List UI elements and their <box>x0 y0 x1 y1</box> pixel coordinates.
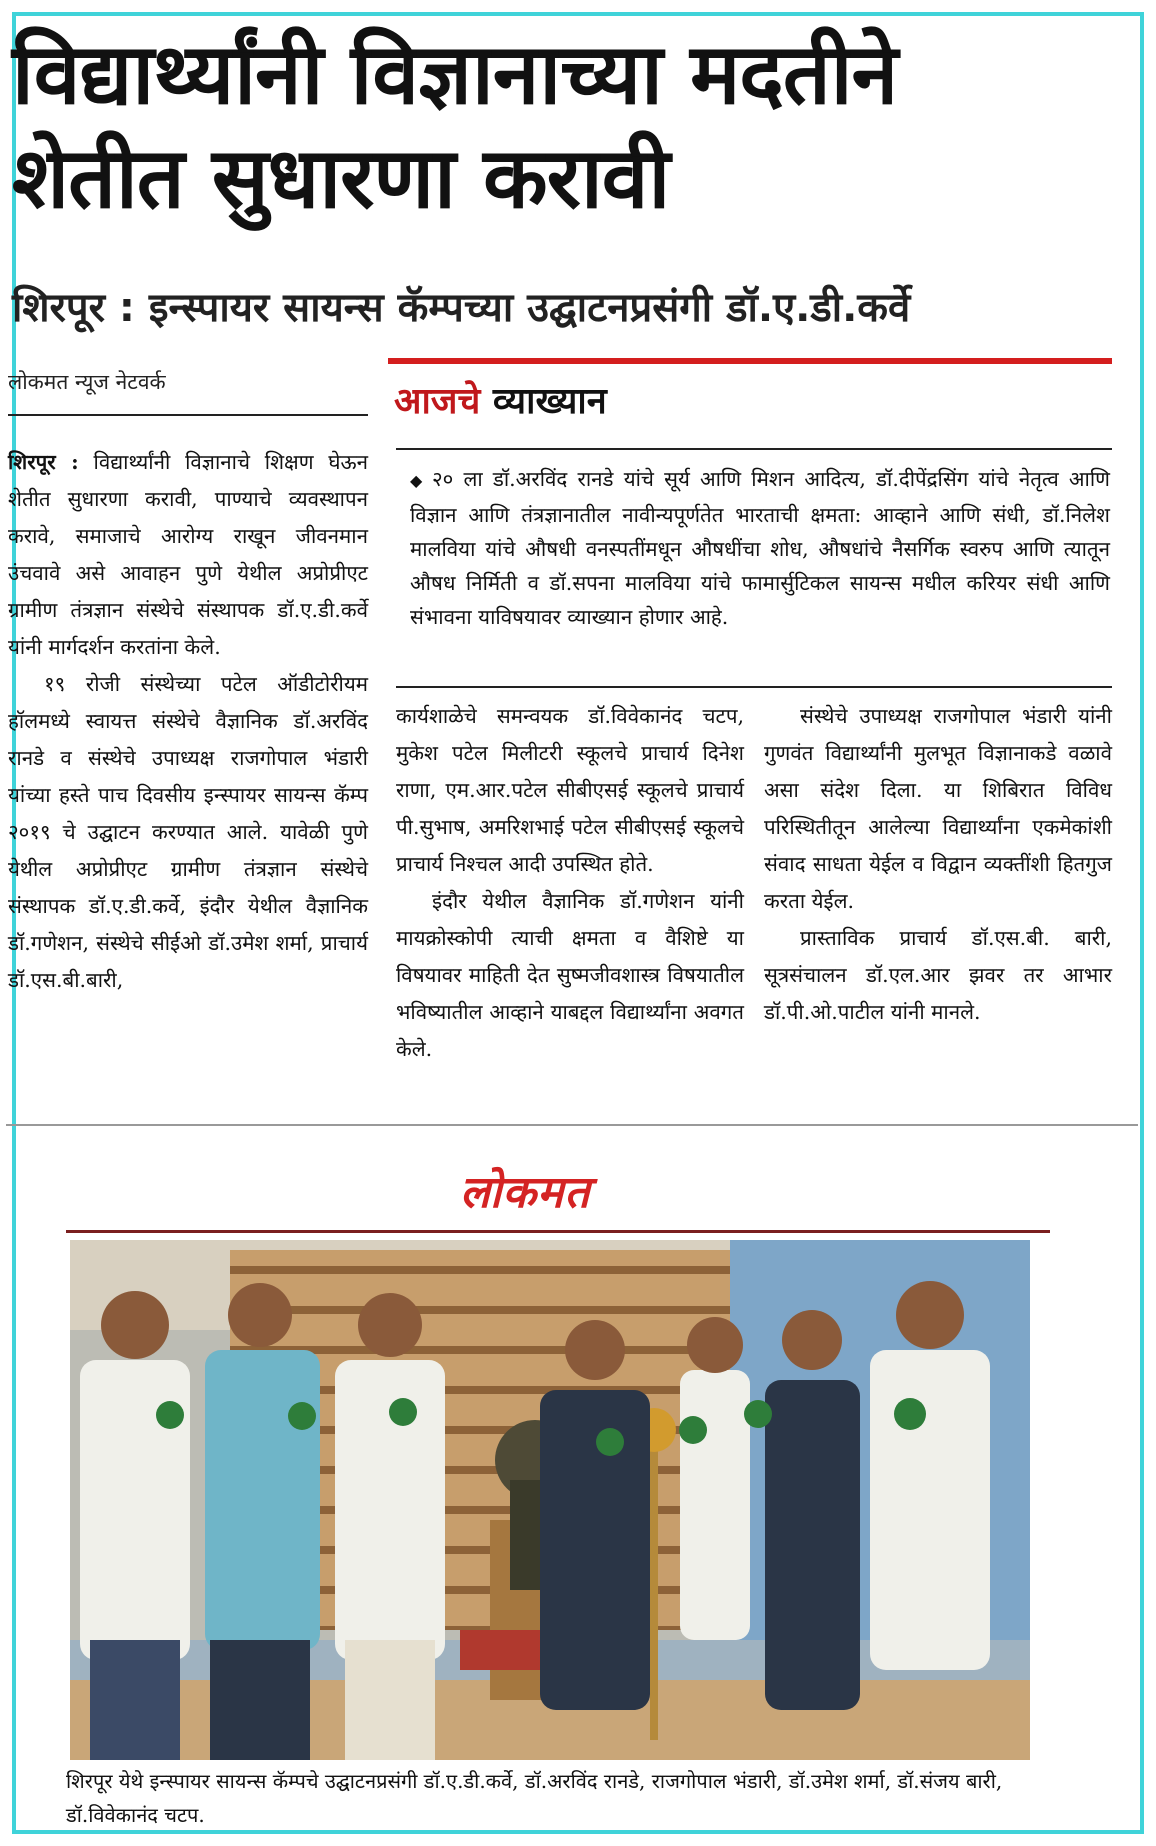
event-photo-illustration <box>70 1240 1030 1760</box>
column-1-paragraph-2: १९ रोजी संस्थेच्या पटेल ऑडीटोरीयम हॉलमध्ये स्वायत्त संस्थेचे वैज्ञानिक डॉ.अरविंद रानडे व संस्थेचे उपाध्यक्ष राजगोपाल भंडारी यांच्या हस्ते पाच दिवसीय इन्स्पायर सायन्स कॅम्प २०१९ चे उद्घाटन करण्यात आले. यावेळी पुणे येथील अप्रोप्रीएट ग्रामीण तंत्रज्ञान संस्थेचे संस्थापक डॉ.ए.डी.कर्वे, इंदौर येथील वैज्ञानिक डॉ.गणेशन, संस्थेचे सीईओ डॉ.उमेश शर्मा, प्राचार्य डॉ.एस.बी.बारी, <box>8 672 368 992</box>
sidebox-red-rule <box>388 358 1112 364</box>
sidebox-top-rule <box>396 448 1112 450</box>
sidebox-bottom-rule <box>396 686 1112 688</box>
sidebox-title-black: व्याख्यान <box>492 381 607 422</box>
column-3-paragraph-1: संस्थेचे उपाध्यक्ष राजगोपाल भंडारी यांनी गुणवंत विद्यार्थ्यांनी मुलभूत विज्ञानाकडे वळावे असा संदेश दिला. या शिबिरात विविध परिस्थितीतून आलेल्या विद्यार्थ्यांना एकमेकांशी संवाद साधता येईल व विद्वान व्यक्तींशी हितगुज करता येईल. <box>764 704 1112 913</box>
byline-rule <box>8 414 368 416</box>
article-column-2 <box>396 698 744 1068</box>
headline-line-2: शेतीत सुधारणा करावी <box>12 129 670 227</box>
headline <box>12 22 1112 230</box>
section-divider <box>6 1124 1138 1126</box>
diamond-bullet-icon: ◆ <box>410 471 426 490</box>
headline-line-1: विद्यार्थ्यांनी विज्ञानाच्या मदतीने <box>12 25 898 123</box>
masthead-rule <box>66 1230 1050 1233</box>
sidebox-title <box>394 378 607 426</box>
lokmat-logo: लोकमत <box>460 1167 591 1218</box>
subheadline: शिरपूर : इन्स्पायर सायन्स कॅम्पच्या उद्घाटनप्रसंगी डॉ.ए.डी.कर्वे <box>12 285 911 331</box>
byline: लोकमत न्यूज नेटवर्क <box>8 370 166 394</box>
column-1-paragraph-1 <box>8 444 368 666</box>
sidebox-text-block <box>410 462 1110 634</box>
article-column-1 <box>8 444 368 999</box>
event-photo <box>70 1240 1030 1760</box>
column-1-text-1: विद्यार्थ्यांनी विज्ञानाचे शिक्षण घेऊन शेतीत सुधारणा करावी, पाण्याचे व्यवस्थापन करावे, समाजाचे आरोग्य राखून जीवनमान उंचवावे असे आवाहन पुणे येथील अप्रोप्रीएट ग्रामीण तंत्रज्ञान संस्थेचे संस्थापक डॉ.ए.डी.कर्वे यांनी मार्गदर्शन करतांना केले. <box>8 450 368 659</box>
column-2-paragraph-1: कार्यशाळेचे समन्वयक डॉ.विवेकानंद चटप, मुकेश पटेल मिलीटरी स्कूलचे प्राचार्य दिनेश राणा, एम.आर.पटेल सीबीएसई स्कूलचे प्राचार्य पी.सुभाष, अमरिशभाई पटेल सीबीएसई स्कूलचे प्राचार्य निश्चल आदी उपस्थित होते. <box>396 704 744 876</box>
article-column-3 <box>764 698 1112 1031</box>
sidebox-text: २० ला डॉ.अरविंद रानडे यांचे सूर्य आणि मिशन आदित्य, डॉ.दीपेंद्रसिंग यांचे नेतृत्व आणि विज्ञान आणि तंत्रज्ञानातील नावीन्यपूर्णतेत भारताची क्षमता: आव्हाने आणि संधी, डॉ.निलेश मालविया यांचे औषधी वनस्पतींमधून औषधींचा शोध, औषधांचे नैसर्गिक स्वरुप आणि त्यातून औषध निर्मिती व डॉ.सपना मालविया यांचे फामार्सुटिकल सायन्स मधील करियर संधी आणि संभावना याविषयावर व्याख्यान होणार आहे. <box>410 467 1111 629</box>
column-2-paragraph-2: इंदौर येथील वैज्ञानिक डॉ.गणेशन यांनी मायक्रोस्कोपी त्याची क्षमता व वैशिष्टे या विषयावर माहिती देत सुष्मजीवशास्त्र विषयातील भविष्यातील आव्हाने याबद्दल विद्यार्थ्यांना अवगत केले. <box>396 889 744 1061</box>
sidebox-title-red: आजचे <box>394 381 481 422</box>
photo-caption: शिरपूर येथे इन्स्पायर सायन्स कॅम्पचे उद्घाटनप्रसंगी डॉ.ए.डी.कर्वे, डॉ.अरविंद रानडे, राजगोपाल भंडारी, डॉ.उमेश शर्मा, डॉ.संजय बारी, डॉ.विवेकानंद चटप. <box>66 1769 1003 1827</box>
dateline: शिरपूर : <box>8 450 79 474</box>
column-3-paragraph-2: प्रास्ताविक प्राचार्य डॉ.एस.बी. बारी, सूत्रसंचालन डॉ.एल.आर झवर तर आभार डॉ.पी.ओ.पाटील यांनी मानले. <box>764 926 1112 1024</box>
